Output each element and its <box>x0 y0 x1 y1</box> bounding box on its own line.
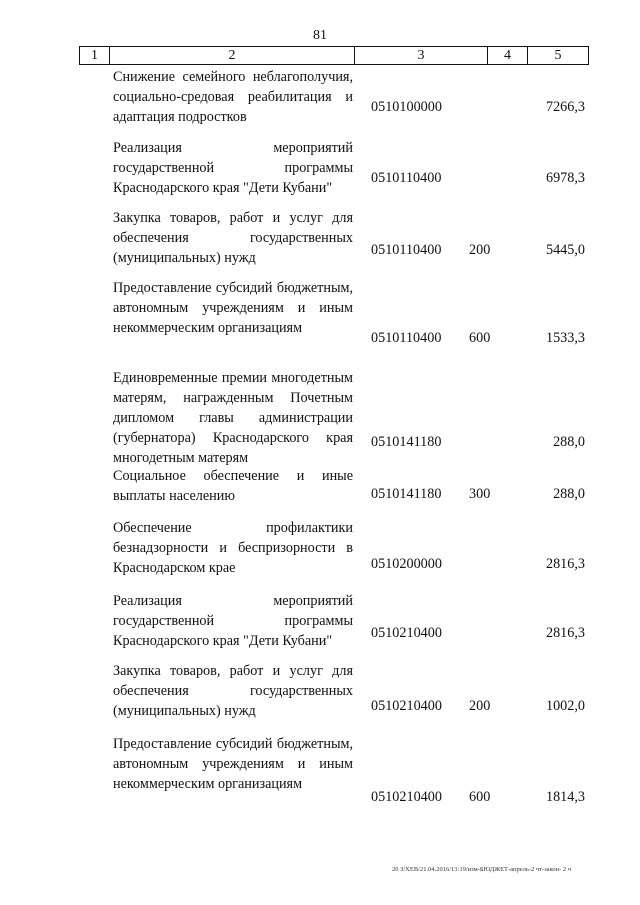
row-code: 0510100000 <box>371 99 442 115</box>
row-description: Реализация мероприятий государственной программы Краснодарского края "Дети Кубани" <box>113 140 353 196</box>
row-description: Обеспечение профилактики безнадзорности и беспризорности в Краснодарском крае <box>113 520 353 576</box>
row-code: 0510110400 <box>371 242 442 258</box>
row-vr: 300 <box>469 486 491 502</box>
row-amount: 1533,3 <box>545 330 585 346</box>
row-description: Закупка товаров, работ и услуг для обеспечения государственных (муниципальных) нужд <box>113 210 353 266</box>
row-amount: 7266,3 <box>545 99 585 115</box>
row-description: Снижение семейного неблагополучия, социально-средовая реабилитация и адаптация подростков <box>113 69 353 125</box>
row-description: Социальное обеспечение и иные выплаты населению <box>113 468 353 504</box>
column-header-4: 4 <box>488 47 528 64</box>
row-code: 0510110400 <box>371 330 442 346</box>
row-description: Реализация мероприятий государственной программы Краснодарского края "Дети Кубани" <box>113 593 353 649</box>
page-number: 81 <box>313 28 327 43</box>
row-code: 0510210400 <box>371 698 442 714</box>
row-amount: 5445,0 <box>545 242 585 258</box>
row-amount: 288,0 <box>553 434 585 450</box>
row-code: 0510110400 <box>371 170 442 186</box>
row-amount: 288,0 <box>553 486 585 502</box>
row-vr: 600 <box>469 789 491 805</box>
row-code: 0510210400 <box>371 625 442 641</box>
row-vr: 600 <box>469 330 491 346</box>
row-description: Предоставление субсидий бюджетным, автономным учреждениям и иным некоммерческим организациям <box>113 736 353 792</box>
row-description: Закупка товаров, работ и услуг для обеспечения государственных (муниципальных) нужд <box>113 663 353 719</box>
column-header-5: 5 <box>554 48 562 63</box>
row-code: 0510210400 <box>371 789 442 805</box>
row-amount: 2816,3 <box>545 556 585 572</box>
footer-file-stamp: 20 З/ХЕВ/21.04.2016/13:19/изм-БЮДЖЕТ-апрель-2 чт-закон- 2 ч <box>392 866 572 873</box>
row-description: Предоставление субсидий бюджетным, автономным учреждениям и иным некоммерческим организациям <box>113 280 353 336</box>
column-header-2: 2 <box>110 47 355 64</box>
row-amount: 1002,0 <box>545 698 585 714</box>
row-code: 0510141180 <box>371 434 442 450</box>
row-vr: 200 <box>469 242 491 258</box>
row-amount: 1814,3 <box>545 789 585 805</box>
row-amount: 2816,3 <box>545 625 585 641</box>
column-header-3: 3 <box>355 47 488 64</box>
row-vr: 200 <box>469 698 491 714</box>
column-header-1: 1 <box>80 47 110 64</box>
row-code: 0510200000 <box>371 556 442 572</box>
row-amount: 6978,3 <box>545 170 585 186</box>
row-description: Единовременные премии многодетным матерям, награжденным Почетным дипломом главы администрации (губернатора) Краснодарского края многодетным матерям <box>113 370 353 466</box>
row-code: 0510141180 <box>371 486 442 502</box>
